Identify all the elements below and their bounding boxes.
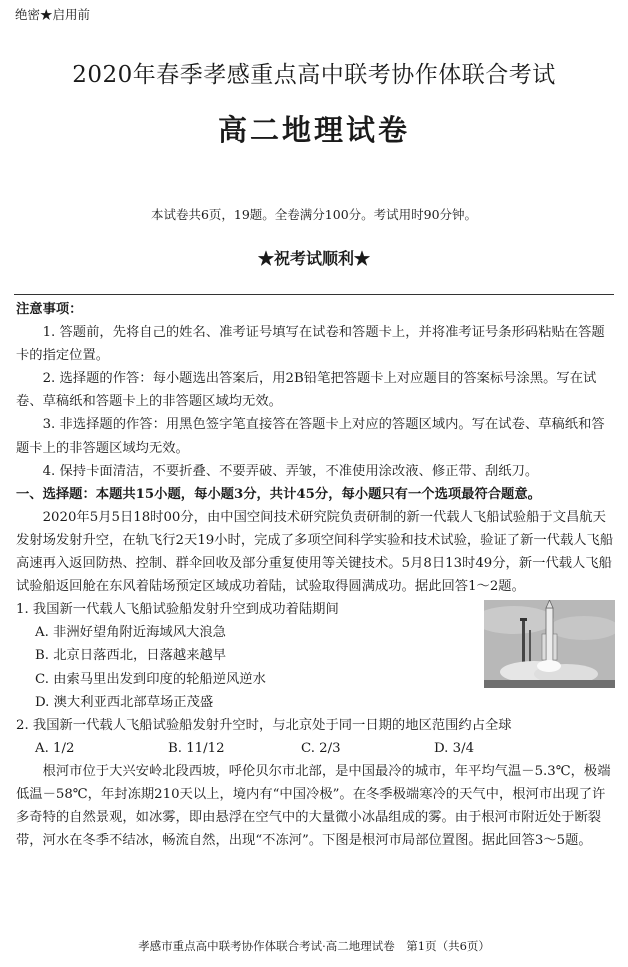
question-1-stem: 1. 我国新一代载人飞船试验船发射升空到成功着陆期间: [16, 602, 339, 618]
passage-spacecraft: 2020年5月5日18时00分，由中国空间技术研究院负责研制的新一代载人飞船试验船于文昌航天发射场发射升空，在轨飞行2天19小时，完成了多项空间科学实验和技术试验，验证了新一代载人飞船高速再入返回防热、控制、群伞回收及部分重复使用等关键技术。5月8日13时49分，新一代载人飞船试验船返回舱在东风着陆场预定区域成功着陆，试验取得圆满成功。据此回答1～2题。: [16, 509, 614, 595]
page-footer: 孝感市重点高中联考协作体联合考试·高二地理试卷 第1页（共6页）: [138, 939, 490, 953]
option-d: D. 澳大利亚西北部草场正茂盛: [35, 694, 214, 710]
exam-title: 2020年春季孝感重点高中联考协作体联合考试: [72, 62, 556, 88]
option-a: A. 1/2: [35, 740, 75, 756]
confidential-mark: 绝密★启用前: [15, 7, 91, 22]
note-item: 2. 选择题的作答：每小题选出答案后，用2B铅笔把答题卡上对应题目的答案标号涂黑。写在试卷、草稿纸和答题卡上的非答题区域均无效。: [16, 371, 597, 410]
option-a: A. 非洲好望角附近海域风大浪急: [35, 625, 226, 641]
header-divider: [14, 294, 614, 295]
option-c: C. 2/3: [301, 740, 341, 756]
notes-heading: 注意事项：: [16, 302, 83, 317]
section-heading: 一、选择题：本题共15小题，每小题3分，共计45分，每小题只有一个选项最符合题意。: [16, 486, 541, 502]
rocket-launch-photo: [484, 600, 615, 688]
question-2: [16, 714, 616, 760]
passage-genhe: 根河市位于大兴安岭北段西坡，呼伦贝尔市北部，是中国最冷的城市，年平均气温－5.3℃，极端低温－58℃，年封冻期210天以上，境内有“中国冷极”。在冬季极端寒冷的天气中，根河市出现了许多奇特的自然景观，如冰雾，即由悬浮在空气中的大量微小冰晶组成的雾。由于根河市附近处于断裂带，河水在冬季不结冰，畅流自然，出现“不冻河”。下图是根河市局部位置图。据此回答3～5题。: [16, 763, 611, 849]
question-2-stem: 2. 我国新一代载人飞船试验船发射升空时，与北京处于同一日期的地区范围约占全球: [16, 717, 512, 733]
exam-info: 本试卷共6页，19题。全卷满分100分。考试用时90分钟。: [150, 207, 478, 222]
note-item: 3. 非选择题的作答：用黑色签字笔直接答在答题卡上对应的答题区域内。写在试卷、草稿纸和答题卡上的非答题区域均无效。: [16, 417, 605, 456]
option-d: D. 3/4: [434, 740, 475, 756]
paper-subtitle: 高二地理试卷: [217, 113, 410, 147]
note-item: 1. 答题前，先将自己的姓名、准考证号填写在试卷和答题卡上，并将准考证号条形码粘贴在答题卡的指定位置。: [16, 325, 605, 364]
question-1: [16, 598, 616, 713]
option-b: B. 11/12: [168, 740, 225, 756]
exam-body: [16, 298, 616, 852]
option-c: C. 由索马里出发到印度的轮船逆风逆水: [35, 671, 266, 687]
option-b: B. 北京日落西北，日落越来越早: [35, 648, 227, 664]
note-item: 4. 保持卡面清洁，不要折叠、不要弄破、弄皱，不准使用涂改液、修正带、刮纸刀。: [42, 463, 539, 479]
question-2-options: [16, 737, 616, 760]
good-luck-banner: ★祝考试顺利★: [257, 249, 370, 268]
